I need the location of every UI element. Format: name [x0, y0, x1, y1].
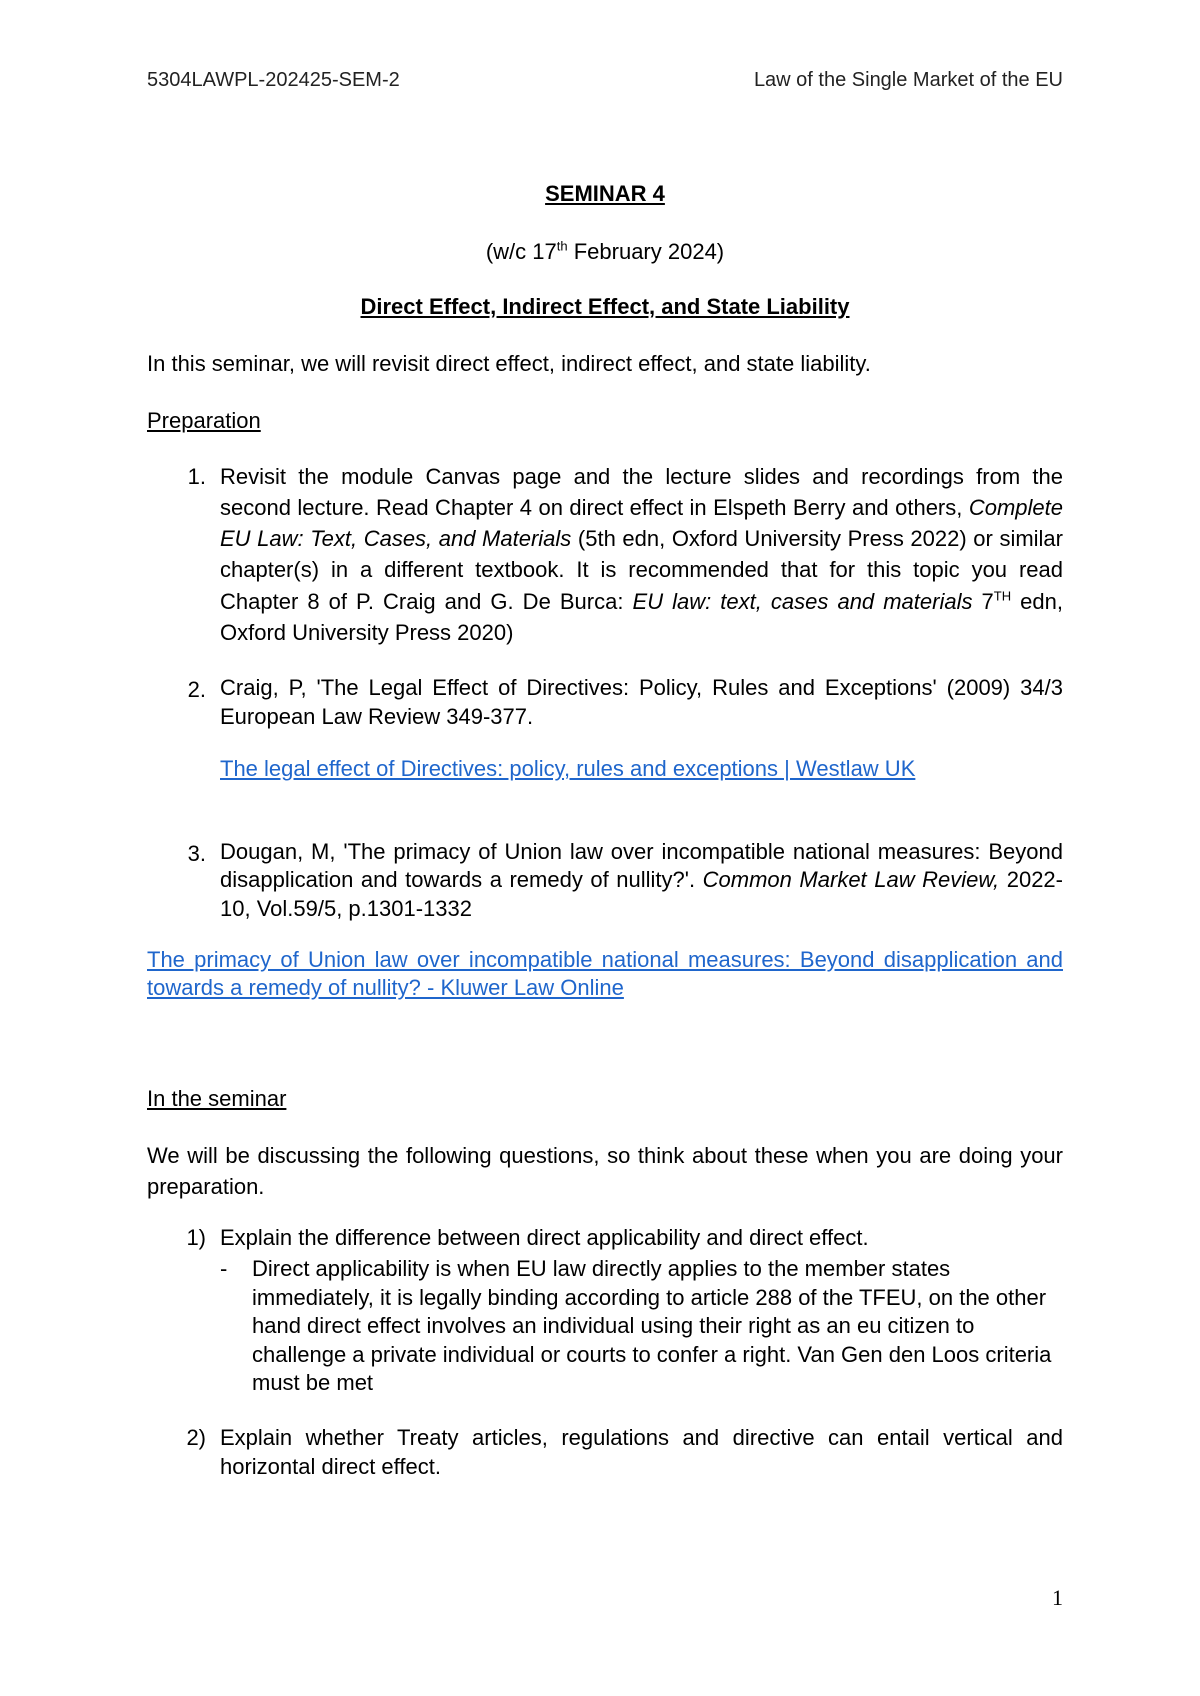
preparation-item-2 — [147, 674, 1063, 812]
question-2 — [147, 1424, 1063, 1481]
book-title: EU law: text, cases and materials — [632, 588, 973, 614]
text-run: Dougan, M, 'The primacy of Union law over incompatible national measures: Beyond disapplication and towards a remedy of nullity?'. — [220, 838, 1063, 893]
text-run: (5th edn, Oxford University Press 2022) or similar chapter(s) in a different textbook. It is recommended that for this topic you read Chapter 8 of P. Craig and G. De Burca: — [220, 526, 1063, 614]
item-text — [220, 838, 1063, 924]
citation: Craig, P, 'The Legal Effect of Directives: Policy, Rules and Exceptions' (2009) 34/3 European Law Review 349-377. — [220, 674, 1063, 729]
question-text: Explain whether Treaty articles, regulations and directive can entail vertical and horizontal direct effect. — [220, 1424, 1063, 1479]
question-1 — [147, 1224, 1063, 1398]
question-number: 2) — [186, 1424, 206, 1450]
seminar-intro: We will be discussing the following questions, so think about these when you are doing your preparation. — [147, 1142, 1063, 1200]
course-code: 5304LAWPL-202425-SEM-2 — [147, 69, 400, 91]
text-run: 7 — [972, 588, 994, 614]
text-run: 2022-10, Vol.59/5, p.1301-1332 — [220, 867, 1063, 921]
answer-text: Direct applicability is when EU law directly applies to the member states immediately, it is legally binding according to article 288 of the TFEU, on the other hand direct effect involves an individual using their right as an eu citizen to challenge a private individual or courts to confer a right. Van Gen den Loos criteria must be met — [252, 1256, 1052, 1396]
preparation-item-1 — [147, 461, 1063, 648]
week-suffix: February 2024) — [567, 238, 725, 264]
item-text — [220, 461, 1063, 648]
item-number: 3. — [187, 840, 206, 866]
course-title: Law of the Single Market of the EU — [753, 69, 1063, 91]
question-text: Explain the difference between direct applicability and direct effect. — [220, 1225, 869, 1251]
westlaw-link[interactable]: The legal effect of Directives: policy, rules and exceptions | Westlaw UK — [220, 756, 916, 782]
seminar-title: SEMINAR 4 — [545, 181, 665, 207]
item-number: 2. — [187, 676, 206, 702]
question-body — [220, 1224, 1063, 1398]
edition-superscript: TH — [993, 588, 1012, 604]
item-text — [220, 674, 1063, 812]
preparation-heading: Preparation — [147, 408, 261, 434]
week-superscript: th — [556, 238, 568, 254]
preparation-list — [147, 461, 1063, 924]
text-run: Revisit the module Canvas page and the lecture slides and recordings from the second lecture. Read Chapter 4 on direct effect in Elspeth Berry and others, — [220, 463, 1063, 520]
intro-paragraph: In this seminar, we will revisit direct effect, indirect effect, and state liability. — [147, 351, 871, 377]
question-list — [147, 1224, 1063, 1481]
item-number: 1. — [187, 463, 206, 489]
answer-note — [220, 1255, 1063, 1398]
preparation-item-3 — [147, 838, 1063, 924]
page-number: 1 — [1052, 1585, 1063, 1610]
book-title: Complete EU Law: Text, Cases, and Materials — [220, 494, 1063, 552]
dash-bullet: - — [220, 1256, 228, 1282]
week-line — [147, 236, 1063, 267]
journal-title: Common Market Law Review, — [702, 867, 1000, 893]
running-header — [147, 66, 1063, 94]
text-run: edn, Oxford University Press 2020) — [220, 588, 1063, 645]
week-prefix: (w/c 17 — [485, 238, 557, 264]
topic-title: Direct Effect, Indirect Effect, and State Liability — [360, 293, 850, 319]
kluwer-link[interactable]: The primacy of Union law over incompatible national measures: Beyond disapplication and towards a remedy of nullity? - Kluwer Law Online — [147, 946, 1063, 1001]
seminar-heading: In the seminar — [147, 1085, 287, 1111]
question-number: 1) — [186, 1225, 206, 1251]
title-block — [147, 178, 1063, 322]
document-page — [147, 66, 1063, 1481]
